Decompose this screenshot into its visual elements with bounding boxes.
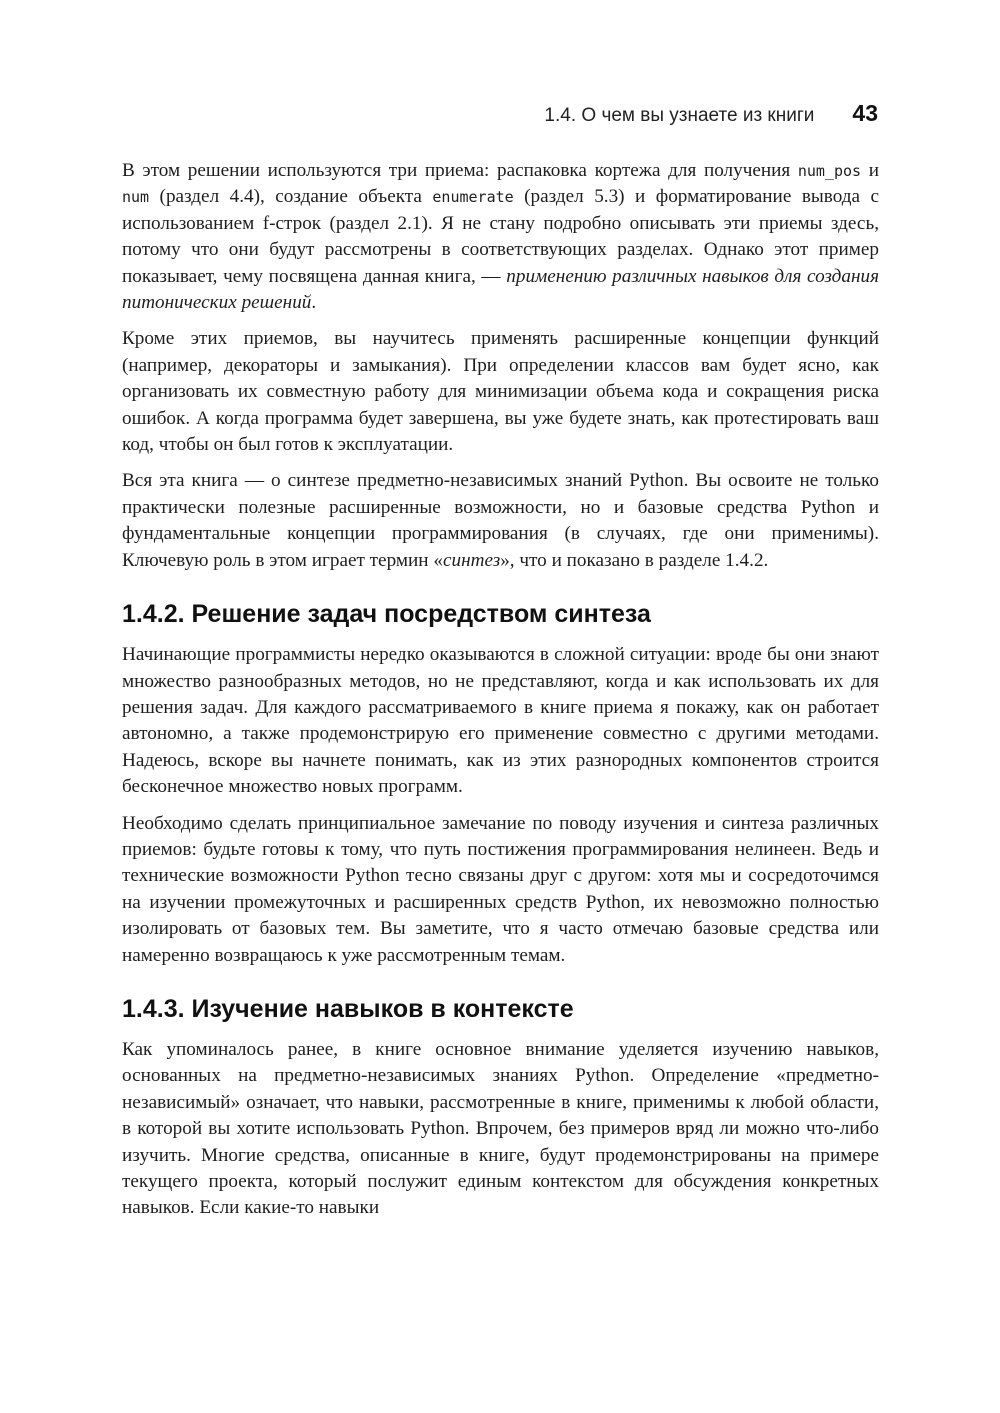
paragraph-text: Вся эта книга — о синтезе предметно-независимых знаний Python. Вы освоите не только практически полезные расширенные возможности, но и базовые средства Python и фундаментальные концепции программирования (в случаях, где они применимы). Ключевую роль в этом играет термин « <box>122 470 879 571</box>
inline-code-num: num <box>122 188 150 207</box>
section-heading-1-4-3: 1.4.3. Изучение навыков в контексте <box>122 994 574 1023</box>
emphasis-text: синтез <box>442 549 501 571</box>
paragraph-context: Как упоминалось ранее, в книге основное внимание уделяется изучению навыков, основанных на предметно-независимых знаниях Python. Определение «предметно-независимый» означает, что навыки, рассмотренные в книге, применимы к любой области, в которой вы хотите использовать Python. Впрочем, без примеров вряд ли можно что-либо изучить. Многие средства, описанные в книге, будут продемонстрированы на примере текущего проекта, который послужит единым контекстом для обсуждения конкретных навыков. Если какие-то навыки <box>122 1038 879 1219</box>
paragraph-text: », что и показано в разделе 1.4.2. <box>500 549 769 571</box>
page-number: 43 <box>852 100 878 126</box>
paragraph-nonlinear-path: Необходимо сделать принципиальное замечание по поводу изучения и синтеза различных приемов: будьте готовы к тому, что путь постижения программирования нелинеен. Ведь и технические возможности Python тесно связаны друг с другом: хотя мы и сосредоточимся на изучении промежуточных и расширенных средств Python, их невозможно полностью изолировать от базовых тем. Вы заметите, что я часто отмечаю базовые средства или намеренно возвращаюсь к уже рассмотренным темам. <box>122 812 879 966</box>
paragraph-text: (раздел 5.3) и форматирование вывода с использованием f-строк (раздел 2.1). Я не стану подробно описывать эти приемы здесь, потому что они будут рассмотрены в соответствующих разделах. Однако этот пример показывает, чему посвящена данная книга, — <box>122 186 879 287</box>
paragraph-advanced-concepts: Кроме этих приемов, вы научитесь применять расширенные концепции функций (например, декораторы и замыкания). При определении классов вам будет ясно, как организовать их совместную работу для минимизации объема кода и сокращения риска ошибок. А когда программа будет завершена, вы уже будете знать, как протестировать ваш код, чтобы он был готов к эксплуатации. <box>122 328 879 456</box>
paragraph-text: (раздел 4.4), создание объекта <box>149 186 433 208</box>
paragraph-beginners: Начинающие программисты нередко оказываются в сложной ситуации: вроде бы они знают множество разнообразных методов, но не представляют, когда и как использовать их для решения задач. Для каждого рассматриваемого в книге приема я покажу, как он работает автономно, а также продемонстрирую его применение совместно с другими методами. Надеюсь, вскоре вы начнете понимать, как из этих разнородных компонентов строится бесконечное множество новых программ. <box>122 644 879 798</box>
emphasis-text: применению различных навыков для создания питонических решений <box>122 265 879 314</box>
section-heading-1-4-2: 1.4.2. Решение задач посредством синтеза <box>122 600 651 629</box>
paragraph-text: . <box>311 292 317 314</box>
inline-code-enumerate: enumerate <box>432 188 514 207</box>
inline-code-num-pos: num_pos <box>797 162 862 180</box>
paragraph-techniques <box>122 158 879 316</box>
page-body <box>122 158 879 1232</box>
paragraph-synthesis <box>122 468 879 574</box>
running-header <box>122 100 878 132</box>
paragraph-text: В этом решении используются три приема: распаковка кортежа для получения <box>122 160 798 181</box>
paragraph-text: и <box>861 160 879 181</box>
running-header-title: 1.4. О чем вы узнаете из книги <box>544 105 815 126</box>
